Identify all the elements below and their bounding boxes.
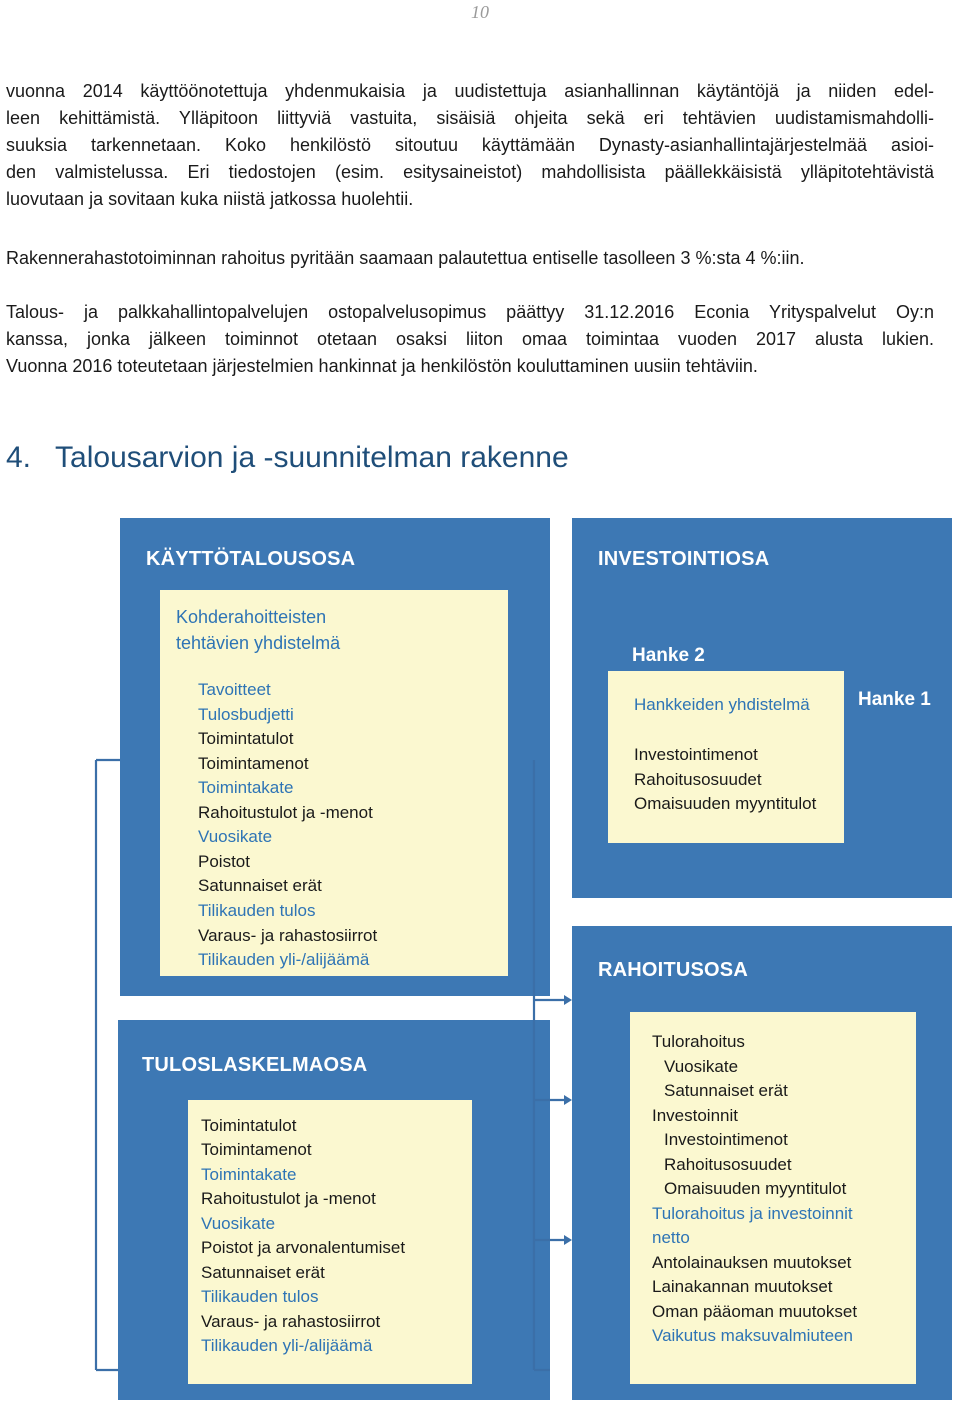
tuloslaskelma-item: Toimintatulot <box>201 1116 297 1135</box>
kayttotalous-item: Varaus- ja rahastosiirrot <box>198 925 378 945</box>
paragraph-line: Vuonna 2016 toteutetaan järjestelmien hankinnat ja henkilöstön kouluttaminen uusiin tehtäviin. <box>6 356 758 376</box>
kayttotalous-item: Tulosbudjetti <box>198 704 294 724</box>
paragraph-2 <box>6 245 934 272</box>
tuloslaskelma-title: TULOSLASKELMAOSA <box>142 1054 368 1076</box>
kayttotalous-item: Tavoitteet <box>198 680 271 699</box>
kayttotalous-item: Toimintatulot <box>198 729 294 749</box>
arrowhead <box>564 1235 572 1245</box>
tuloslaskelma-item: Toimintamenot <box>201 1140 312 1160</box>
kayttotalous-item: Toimintakate <box>198 778 294 798</box>
paragraph-line: leen kehittämistä. Ylläpitoon liittyviä vastuita, sisäisiä ohjeita sekä eri tehtävien uudistamismahdolli- <box>6 108 934 128</box>
tuloslaskelma-item: Poistot ja arvonalentumiset <box>201 1238 406 1258</box>
paragraph-line: Talous- ja palkkahallintopalvelujen ostopalvelusopimus päättyy 31.12.2016 Econia Yrityspalvelut Oy:n <box>6 302 934 322</box>
hanke-1-label: Hanke 1 <box>858 689 931 710</box>
kayttotalous-item: Vuosikate <box>198 827 273 847</box>
rahoitus-item: Investointimenot <box>664 1130 788 1149</box>
tuloslaskelma-box <box>118 1020 550 1400</box>
investointi-item: Omaisuuden myyntitulot <box>634 794 817 813</box>
rahoitus-item: Tulorahoitus <box>652 1032 745 1051</box>
tuloslaskelma-item: Tilikauden yli-/alijäämä <box>201 1336 373 1356</box>
kayttotalous-item: Rahoitustulot ja -menot <box>198 802 373 822</box>
rahoitus-item: Satunnaiset erät <box>664 1081 788 1100</box>
paragraph-3 <box>6 299 934 380</box>
tuloslaskelma-item: Rahoitustulot ja -menot <box>201 1189 376 1209</box>
arrowhead <box>564 1095 572 1105</box>
kayttotalous-item: Poistot <box>198 851 250 871</box>
tuloslaskelma-item: Vuosikate <box>201 1213 276 1233</box>
rahoitus-item: Antolainauksen muutokset <box>652 1252 852 1272</box>
rahoitus-item: Rahoitusosuudet <box>664 1154 792 1174</box>
rahoitus-item: Investoinnit <box>652 1105 738 1125</box>
rahoitus-item: Omaisuuden myyntitulot <box>664 1179 847 1198</box>
paragraph-line: vuonna 2014 käyttöönotettuja yhdenmukaisia ja uudistettuja asianhallinnan käytäntöjä ja niiden edel- <box>6 81 934 101</box>
kayttotalous-item: Tilikauden yli-/alijäämä <box>198 950 370 970</box>
hanke-2-label: Hanke 2 <box>632 645 705 666</box>
kayttotalous-item: Satunnaiset erät <box>198 876 322 896</box>
rahoitus-inner <box>630 1012 916 1384</box>
investointi-box <box>572 518 952 898</box>
paragraph-line: luovutaan ja sovitaan kuka niistä jatkossa huolehtii. <box>6 189 414 209</box>
rahoitus-item: netto <box>652 1228 690 1247</box>
investointi-title: INVESTOINTIOSA <box>598 548 770 570</box>
section-number: 4. <box>6 441 32 474</box>
arrowhead <box>564 995 572 1005</box>
kayttotalous-box <box>120 518 550 996</box>
paragraph-line: Rakennerahastotoiminnan rahoitus pyritään saamaan palautettua entiselle tasolleen 3 %:sta 4 %:iin. <box>6 248 805 268</box>
rahoitus-item: Vuosikate <box>664 1056 739 1076</box>
tuloslaskelma-item: Satunnaiset erät <box>201 1262 325 1282</box>
paragraph-line: kanssa, jonka jälkeen toiminnot otetaan osaksi liiton omaa toimintaa vuoden 2017 alusta lukien. <box>6 329 934 349</box>
rahoitus-item: Lainakannan muutokset <box>652 1277 833 1296</box>
kayttotalous-header-line: tehtävien yhdistelmä <box>176 633 341 653</box>
paragraph-line: den valmistelussa. Eri tiedostojen (esim. esitysaineistot) mahdollisista päällekkäisistä ylläpitotehtävistä <box>6 162 934 182</box>
kayttotalous-inner <box>160 590 508 976</box>
paragraph-line: suuksia tarkennetaan. Koko henkilöstö sitoutuu käyttämään Dynasty-asianhallintajärjestelmää asioi- <box>6 135 934 155</box>
rahoitus-item: Tulorahoitus ja investoinnit <box>652 1203 853 1223</box>
paragraph-1 <box>6 78 934 213</box>
rahoitus-title: RAHOITUSOSA <box>598 959 748 981</box>
investointi-item: Rahoitusosuudet <box>634 769 762 789</box>
investointi-item: Investointimenot <box>634 745 758 764</box>
rahoitus-item: Vaikutus maksuvalmiuteen <box>652 1326 853 1345</box>
investointi-header: Hankkeiden yhdistelmä <box>634 695 810 714</box>
rahoitus-item: Oman pääoman muutokset <box>652 1301 858 1321</box>
tuloslaskelma-item: Varaus- ja rahastosiirrot <box>201 1311 381 1331</box>
tuloslaskelma-inner <box>188 1100 472 1384</box>
kayttotalous-item: Toimintamenot <box>198 753 309 773</box>
tuloslaskelma-item: Tilikauden tulos <box>201 1287 319 1307</box>
section-title: Talousarvion ja -suunnitelman rakenne <box>55 441 569 474</box>
page-number: 10 <box>471 2 489 22</box>
kayttotalous-item: Tilikauden tulos <box>198 900 316 920</box>
investointi-inner <box>608 671 844 843</box>
section-heading <box>6 441 569 475</box>
kayttotalous-title: KÄYTTÖTALOUSOSA <box>146 548 356 570</box>
rahoitus-box <box>572 926 952 1400</box>
kayttotalous-header-line: Kohderahoitteisten <box>176 607 327 627</box>
tuloslaskelma-item: Toimintakate <box>201 1164 297 1184</box>
